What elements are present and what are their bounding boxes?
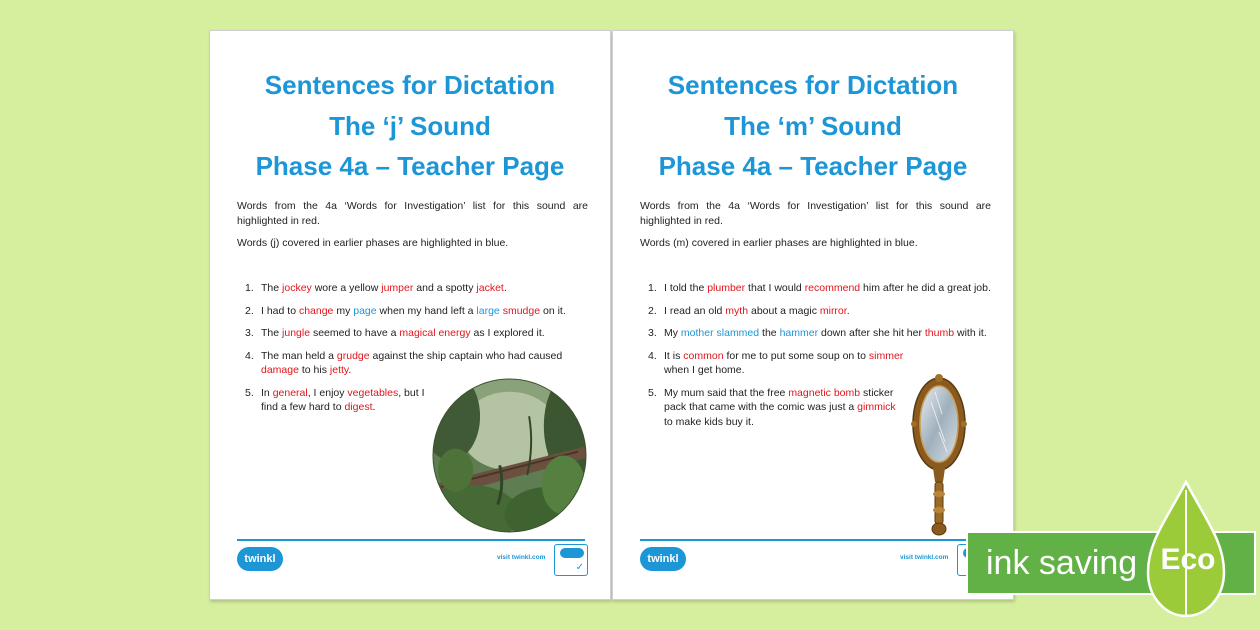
title-line-3: Phase 4a – Teacher Page xyxy=(255,151,565,181)
quality-badge-icon: ✓ xyxy=(554,544,588,576)
highlighted-word-red: vegetables xyxy=(347,386,399,399)
sentence-fragment: my xyxy=(333,304,354,317)
sentence-item xyxy=(237,349,588,378)
intro-blue-note: Words (j) covered in earlier phases are highlighted in blue. xyxy=(237,237,509,249)
sentence-fragment: the xyxy=(759,327,780,339)
sentence-fragment: seemed to have a xyxy=(310,327,400,339)
eco-label: Eco xyxy=(1160,543,1216,576)
sentence-text xyxy=(664,386,904,430)
hand-mirror-illustration xyxy=(909,372,969,538)
highlighted-word-red: recommend xyxy=(804,282,861,294)
highlighted-word-red: smudge xyxy=(502,304,541,317)
sentence-fragment: It is xyxy=(664,349,684,362)
sentence-text xyxy=(261,386,437,415)
intro-text xyxy=(640,199,991,258)
highlighted-word-blue: large xyxy=(476,304,500,317)
sentence-fragment: My mum said that the free xyxy=(664,386,789,399)
worksheet-page-m xyxy=(612,30,1014,600)
worksheet-page-j xyxy=(209,30,611,600)
sentence-fragment: The xyxy=(261,282,283,294)
sentence-fragment: In xyxy=(261,386,273,399)
highlighted-word-red: plumber xyxy=(707,282,746,294)
sentence-text xyxy=(261,349,588,378)
highlighted-word-red: general xyxy=(272,386,308,399)
sentence-number: 3. xyxy=(648,327,657,339)
sentence-fragment: for me to put some soup on to xyxy=(723,349,869,362)
sentence-fragment: sticker pack that came with the comic was just a xyxy=(664,386,894,413)
sentence-text xyxy=(664,349,912,378)
sentence-fragment: as I explored it. xyxy=(470,327,545,339)
highlighted-word-red: mirror xyxy=(819,304,847,317)
sentence-fragment: to make kids buy it. xyxy=(664,415,754,428)
sentence-text xyxy=(664,304,880,319)
twinkl-logo: twinkl xyxy=(237,547,283,571)
sentence-item xyxy=(640,304,880,319)
sentence-item xyxy=(640,326,991,341)
page-title xyxy=(613,65,1013,187)
sentence-fragment: about a magic xyxy=(748,304,820,317)
sentence-text xyxy=(261,281,507,296)
sentence-item xyxy=(237,281,507,296)
sentence-number: 1. xyxy=(245,282,254,294)
highlighted-word-blue: page xyxy=(353,304,377,317)
visit-link[interactable]: visit twinkl.com xyxy=(497,554,546,561)
jungle-illustration xyxy=(431,377,588,534)
visit-link[interactable]: visit twinkl.com xyxy=(900,554,949,561)
sentence-number: 1. xyxy=(648,282,657,294)
sentence-number: 2. xyxy=(648,304,657,317)
highlighted-word-red: jockey xyxy=(282,282,312,294)
sentence-fragment: to his xyxy=(298,364,330,376)
highlighted-word-red: gimmick xyxy=(857,401,896,413)
sentence-text xyxy=(664,326,991,341)
sentence-fragment: with it. xyxy=(954,327,987,339)
footer-divider xyxy=(640,539,988,541)
sentence-number: 2. xyxy=(245,304,254,317)
highlighted-word-red: thumb xyxy=(924,327,955,339)
sentence-fragment: on it. xyxy=(540,304,566,317)
highlighted-word-red: jungle xyxy=(282,327,311,339)
sentence-number: 4. xyxy=(648,349,657,362)
title-line-2: The ‘j’ Sound xyxy=(329,110,491,141)
twinkl-logo: twinkl xyxy=(640,547,686,571)
sentence-item xyxy=(640,349,912,378)
highlighted-word-blue: mother slammed xyxy=(680,327,760,339)
title-line-1: Sentences for Dictation xyxy=(667,70,959,100)
sentence-fragment: down after she hit her xyxy=(818,327,925,339)
sentence-number: 5. xyxy=(245,386,254,399)
title-line-1: Sentences for Dictation xyxy=(264,70,556,100)
highlighted-word-red: change xyxy=(298,304,334,317)
highlighted-word-red: digest xyxy=(344,401,373,413)
sentence-text xyxy=(261,326,588,341)
ink-saving-label: ink saving xyxy=(986,544,1138,582)
highlighted-word-red: grudge xyxy=(336,349,370,362)
sentence-fragment: , but I find a few hard to xyxy=(261,386,425,413)
intro-text xyxy=(237,199,588,258)
sentence-fragment: . xyxy=(348,364,352,376)
highlighted-word-red: magical energy xyxy=(399,327,471,339)
sentence-text xyxy=(261,304,588,319)
sentence-number: 4. xyxy=(245,349,254,362)
title-line-3: Phase 4a – Teacher Page xyxy=(658,151,968,181)
sentence-fragment: I had to xyxy=(261,304,299,317)
sentence-number: 3. xyxy=(245,327,254,339)
highlighted-word-red: magnetic bomb xyxy=(788,386,861,399)
intro-red-note: Words from the 4a ‘Words for Investigation’ list for this sound are highlighted in red. xyxy=(640,200,991,227)
page-title xyxy=(210,65,610,187)
footer-divider xyxy=(237,539,585,541)
sentence-fragment: My xyxy=(664,327,681,339)
sentence-fragment: him after he did a great job. xyxy=(860,282,991,294)
highlighted-word-red: myth xyxy=(725,304,749,317)
sentence-item xyxy=(640,386,904,430)
sentence-fragment: against the ship captain who had caused xyxy=(369,349,563,362)
sentence-fragment: , I enjoy xyxy=(307,386,348,399)
sentence-text xyxy=(664,281,991,296)
highlighted-word-red: simmer xyxy=(868,349,904,362)
highlighted-word-red: common xyxy=(683,349,724,362)
sentence-fragment: when my hand left a xyxy=(376,304,477,317)
highlighted-word-red: jacket xyxy=(476,282,504,294)
sentence-fragment: . xyxy=(846,304,850,317)
sentence-fragment: The man held a xyxy=(261,349,337,362)
sentence-fragment: . xyxy=(372,401,376,413)
sentence-fragment: I read an old xyxy=(664,304,726,317)
sentence-fragment: I told the xyxy=(664,282,708,294)
sentence-fragment: when I get home. xyxy=(664,364,745,376)
sentence-fragment: and a spotty xyxy=(413,282,477,294)
highlighted-word-red: jetty xyxy=(329,364,349,376)
sentence-item xyxy=(640,281,991,296)
intro-red-note: Words from the 4a ‘Words for Investigation’ list for this sound are highlighted in red. xyxy=(237,200,588,227)
sentence-fragment: The xyxy=(261,327,283,339)
highlighted-word-red: damage xyxy=(261,364,299,376)
sentence-item xyxy=(237,386,437,415)
title-line-2: The ‘m’ Sound xyxy=(724,110,902,141)
sentence-fragment: . xyxy=(503,282,507,294)
sentence-item xyxy=(237,326,588,341)
sentence-number: 5. xyxy=(648,386,657,399)
sentence-item xyxy=(237,304,588,319)
sentence-fragment: wore a yellow xyxy=(311,282,382,294)
sentence-fragment: that I would xyxy=(745,282,805,294)
highlighted-word-blue: hammer xyxy=(779,327,819,339)
highlighted-word-red: jumper xyxy=(381,282,414,294)
intro-blue-note: Words (m) covered in earlier phases are highlighted in blue. xyxy=(640,237,918,249)
